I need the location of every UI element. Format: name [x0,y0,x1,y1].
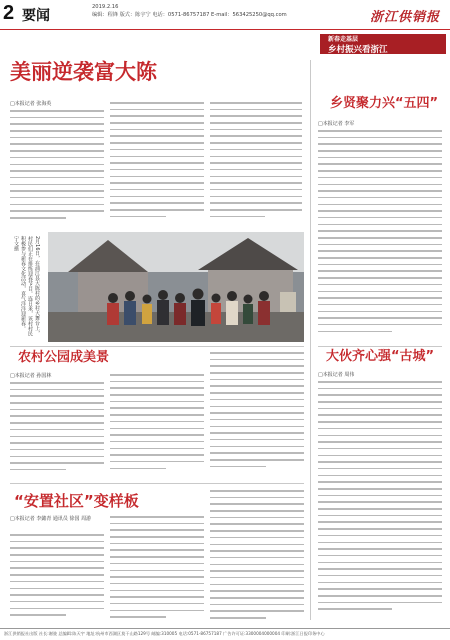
article-2-body [318,130,442,342]
byline-2: □本报记者 李军 [318,121,355,127]
article-5-column-3 [210,490,304,622]
page-footer: 浙江供销报社出版 社长:谢骏 总编辑:陈天宇 地址:杭州市西湖区莫干山路129号 邮编:310005 电话:0571-86757187 广告许可证:3300004000004 印刷:浙江日报印务中心 [0,628,450,640]
right-section-divider [318,346,442,347]
photo-caption: 2月16日，在浦江县大陈村的乡村大舞台上，村民们正在排练迎春节目。连日来，该村村民积极参与新春文化活动，喜气洋洋迎新春。 宁文摄 [13,236,40,336]
headline-5: “安置社区”变样板 [14,492,139,510]
page-number: 2 [3,2,15,24]
byline-1: □本报记者 张海英 [10,101,52,107]
village-stage-photo [48,232,304,342]
byline-3: □本报记者 孙国林 [10,373,52,379]
section-divider-2 [10,483,304,484]
byline-4: □本报记者 周伟 [318,372,355,378]
article-5-column-2 [110,516,204,622]
issue-meta [92,3,287,19]
newspaper-logo: 浙江供销报 [369,10,440,25]
article-3-column-3 [210,352,304,478]
headline-2: 乡贤聚力兴“五四” [330,96,439,111]
section-title: 要闻 [22,8,50,24]
article-1-column-2 [110,102,204,228]
column-divider [310,60,311,620]
section-banner [320,34,446,54]
article-3-column-2 [110,374,204,478]
headline-4: 大伙齐心强“古城” [326,349,435,364]
section-divider [10,346,304,347]
article-1-column-1 [10,110,104,228]
masthead [0,0,450,30]
banner-subtitle: 新春走基层 [328,36,359,43]
byline-5: □本报记者 李懿青 通讯员 徐国 周游 [10,516,92,522]
article-4-body [318,381,442,621]
article-5-column-1 [10,534,104,622]
article-3-column-1 [10,382,104,478]
banner-title: 乡村振兴看浙江 [328,45,388,55]
headline-3: 农村公园成美景 [18,350,110,365]
issue-date: 2019.2.16 [92,4,119,10]
editorial-staff: 编辑：程锋 版式：陈宇宁 电话：0571-86757187 E-mail：563425250@qq.com [92,12,287,18]
article-1-column-3 [210,102,302,228]
headline-1: 美丽逆袭富大陈 [10,60,157,84]
